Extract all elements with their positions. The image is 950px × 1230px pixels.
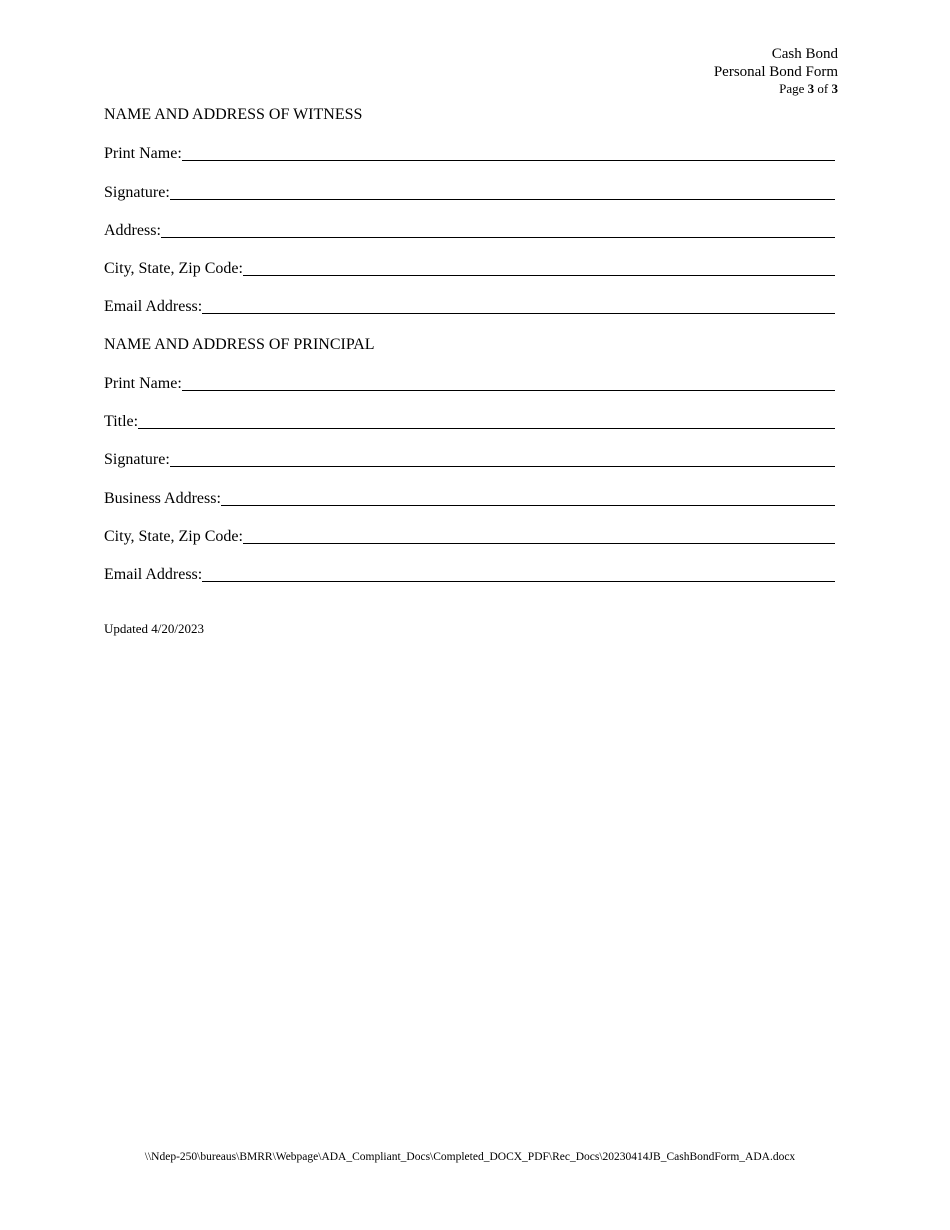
principal-city-state-zip-label: City, State, Zip Code: [104,528,243,545]
witness-signature-field[interactable] [104,183,835,203]
principal-city-state-zip-line[interactable] [243,529,835,544]
witness-signature-label: Signature: [104,184,170,201]
principal-email-line[interactable] [202,567,835,582]
page-prefix: Page [779,81,808,96]
principal-print-name-label: Print Name: [104,375,182,392]
witness-email-label: Email Address: [104,298,203,315]
updated-date: Updated 4/20/2023 [104,621,205,636]
witness-signature-line[interactable] [170,185,835,200]
principal-city-state-zip-field[interactable] [104,527,835,547]
witness-address-line[interactable] [161,223,835,238]
page-header [714,45,838,97]
principal-title-field[interactable] [104,412,835,432]
principal-email-field[interactable] [104,565,835,585]
witness-email-field[interactable] [104,297,835,317]
principal-section-title: NAME AND ADDRESS OF PRINCIPAL [104,336,375,353]
witness-address-field[interactable] [104,221,835,241]
page-total: 3 [831,81,838,96]
principal-business-address-line[interactable] [221,491,835,506]
principal-signature-label: Signature: [104,451,170,468]
principal-business-address-label: Business Address: [104,490,221,507]
witness-section-title: NAME AND ADDRESS OF WITNESS [104,106,363,123]
witness-print-name-line[interactable] [182,146,835,161]
principal-title-label: Title: [104,413,139,430]
principal-email-label: Email Address: [104,566,203,583]
witness-email-line[interactable] [202,299,835,314]
witness-city-state-zip-field[interactable] [104,259,835,279]
header-document-title: Cash Bond [771,46,838,62]
page-current: 3 [807,81,815,96]
witness-city-state-zip-label: City, State, Zip Code: [104,260,243,277]
footer-file-path: \\Ndep-250\bureaus\BMRR\Webpage\ADA_Compliant_Docs\Completed_DOCX_PDF\Rec_Docs\20230414JB_CashBondForm_ADA.docx [144,1151,796,1163]
principal-title-line[interactable] [138,414,835,429]
witness-city-state-zip-line[interactable] [243,261,835,276]
witness-print-name-label: Print Name: [104,145,182,162]
principal-signature-field[interactable] [104,450,835,470]
principal-business-address-field[interactable] [104,489,835,509]
principal-signature-line[interactable] [170,452,835,467]
witness-print-name-field[interactable] [104,144,835,164]
principal-print-name-field[interactable] [104,374,835,394]
page-of: of [814,81,832,96]
principal-print-name-line[interactable] [182,376,835,391]
witness-address-label: Address: [104,222,161,239]
header-form-name: Personal Bond Form [713,64,838,80]
page-number [714,81,838,97]
